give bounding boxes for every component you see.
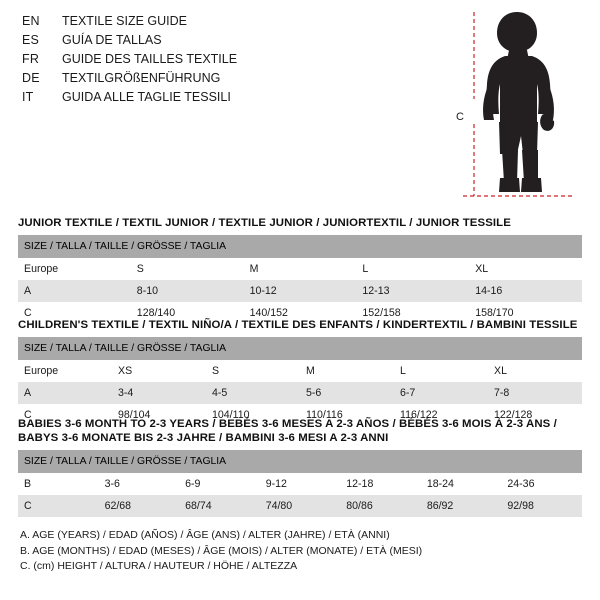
cell: XL	[488, 360, 582, 382]
language-header	[22, 14, 442, 109]
language-row-es	[22, 33, 442, 52]
language-row-de	[22, 71, 442, 90]
table-row	[18, 382, 582, 404]
language-code-en: EN	[22, 14, 40, 28]
cell: 6-9	[179, 473, 260, 495]
cell: 68/74	[179, 495, 260, 517]
junior-size-table	[18, 235, 582, 324]
cell: 86/92	[421, 495, 502, 517]
size-header-label: SIZE / TALLA / TAILLE / GRÖSSE / TAGLIA	[18, 450, 582, 473]
row-label: A	[18, 382, 112, 404]
language-text-fr: GUIDE DES TAILLES TEXTILE	[62, 52, 238, 66]
cell: 5-6	[300, 382, 394, 404]
cell: 104/110	[206, 404, 300, 426]
cell: 4-5	[206, 382, 300, 404]
language-text-en: TEXTILE SIZE GUIDE	[62, 14, 188, 28]
legend-block	[20, 528, 580, 575]
size-header-label: SIZE / TALLA / TAILLE / GRÖSSE / TAGLIA	[18, 337, 582, 360]
row-label: B	[18, 473, 99, 495]
section-title-babies: BABIES 3-6 MONTH TO 2-3 YEARS / BEBÉS 3-6 MESES A 2-3 AÑOS / BÉBÉS 3-6 MOIS À 2-3 ANS / BABYS 3-6 MONATE BIS 2-3 JAHRE / BAMBINI 3-6 MESI A 2-3 ANNI	[18, 418, 557, 444]
table-header-row	[18, 337, 582, 360]
cell: 98/104	[112, 404, 206, 426]
cell: XS	[112, 360, 206, 382]
babies-size-table	[18, 450, 582, 517]
cell: 14-16	[469, 280, 582, 302]
row-label: A	[18, 280, 131, 302]
cell: 128/140	[131, 302, 244, 324]
cell: 3-4	[112, 382, 206, 404]
cell: 8-10	[131, 280, 244, 302]
cell: L	[356, 258, 469, 280]
cell: 140/152	[244, 302, 357, 324]
cell: 62/68	[99, 495, 180, 517]
table-header-row	[18, 235, 582, 258]
language-row-fr	[22, 52, 442, 71]
language-text-es: GUÍA DE TALLAS	[62, 33, 162, 47]
cell: 80/86	[340, 495, 421, 517]
section-children-textile	[18, 318, 582, 426]
cell: 116/122	[394, 404, 488, 426]
language-row-it	[22, 90, 442, 109]
legend-line-c: C. (cm) HEIGHT / ALTURA / HAUTEUR / HÖHE / ALTEZZA	[20, 560, 298, 572]
row-label: C	[18, 404, 112, 426]
row-label: Europe	[18, 360, 112, 382]
cell: 158/170	[469, 302, 582, 324]
cell: 24-36	[501, 473, 582, 495]
cell: 9-12	[260, 473, 341, 495]
cell: 10-12	[244, 280, 357, 302]
cell: 74/80	[260, 495, 341, 517]
table-row	[18, 360, 582, 382]
cell: XL	[469, 258, 582, 280]
legend-line-b: B. AGE (MONTHS) / EDAD (MESES) / ÂGE (MOIS) / ALTER (MONATE) / ETÀ (MESI)	[20, 544, 423, 557]
child-silhouette-figure	[455, 6, 590, 201]
language-code-de: DE	[22, 71, 40, 85]
language-row-en	[22, 14, 442, 33]
silhouette-svg	[455, 6, 590, 201]
cell: L	[394, 360, 488, 382]
cell: 6-7	[394, 382, 488, 404]
cell: 110/116	[300, 404, 394, 426]
cell: 92/98	[501, 495, 582, 517]
toddler-silhouette-shape	[483, 12, 554, 192]
size-header-label: SIZE / TALLA / TAILLE / GRÖSSE / TAGLIA	[18, 235, 582, 258]
cell: 12-18	[340, 473, 421, 495]
cell: 122/128	[488, 404, 582, 426]
cell: M	[300, 360, 394, 382]
language-text-it: GUIDA ALLE TAGLIE TESSILI	[62, 90, 231, 104]
table-row	[18, 258, 582, 280]
table-row	[18, 280, 582, 302]
cell: 3-6	[99, 473, 180, 495]
table-header-row	[18, 450, 582, 473]
height-measure-label: C	[456, 111, 464, 123]
section-title-junior: JUNIOR TEXTILE / TEXTIL JUNIOR / TEXTILE JUNIOR / JUNIORTEXTIL / JUNIOR TESSILE	[18, 217, 511, 229]
cell: S	[206, 360, 300, 382]
language-code-fr: FR	[22, 52, 40, 66]
row-label: Europe	[18, 258, 131, 280]
section-junior-textile	[18, 216, 582, 324]
cell: 18-24	[421, 473, 502, 495]
language-code-it: IT	[22, 90, 34, 104]
language-code-es: ES	[22, 33, 40, 47]
children-size-table	[18, 337, 582, 426]
section-babies-textile	[18, 417, 582, 517]
legend-line-a: A. AGE (YEARS) / EDAD (AÑOS) / ÂGE (ANS) / ALTER (JAHRE) / ETÀ (ANNI)	[20, 529, 390, 541]
table-row	[18, 495, 582, 517]
cell: M	[244, 258, 357, 280]
language-text-de: TEXTILGRÖßENFÜHRUNG	[62, 71, 221, 85]
cell: 152/158	[356, 302, 469, 324]
cell: S	[131, 258, 244, 280]
section-title-children: CHILDREN'S TEXTILE / TEXTIL NIÑO/A / TEXTILE DES ENFANTS / KINDERTEXTIL / BAMBINI TESSILE	[18, 319, 578, 331]
row-label: C	[18, 302, 131, 324]
cell: 12-13	[356, 280, 469, 302]
row-label: C	[18, 495, 99, 517]
table-row	[18, 473, 582, 495]
cell: 7-8	[488, 382, 582, 404]
